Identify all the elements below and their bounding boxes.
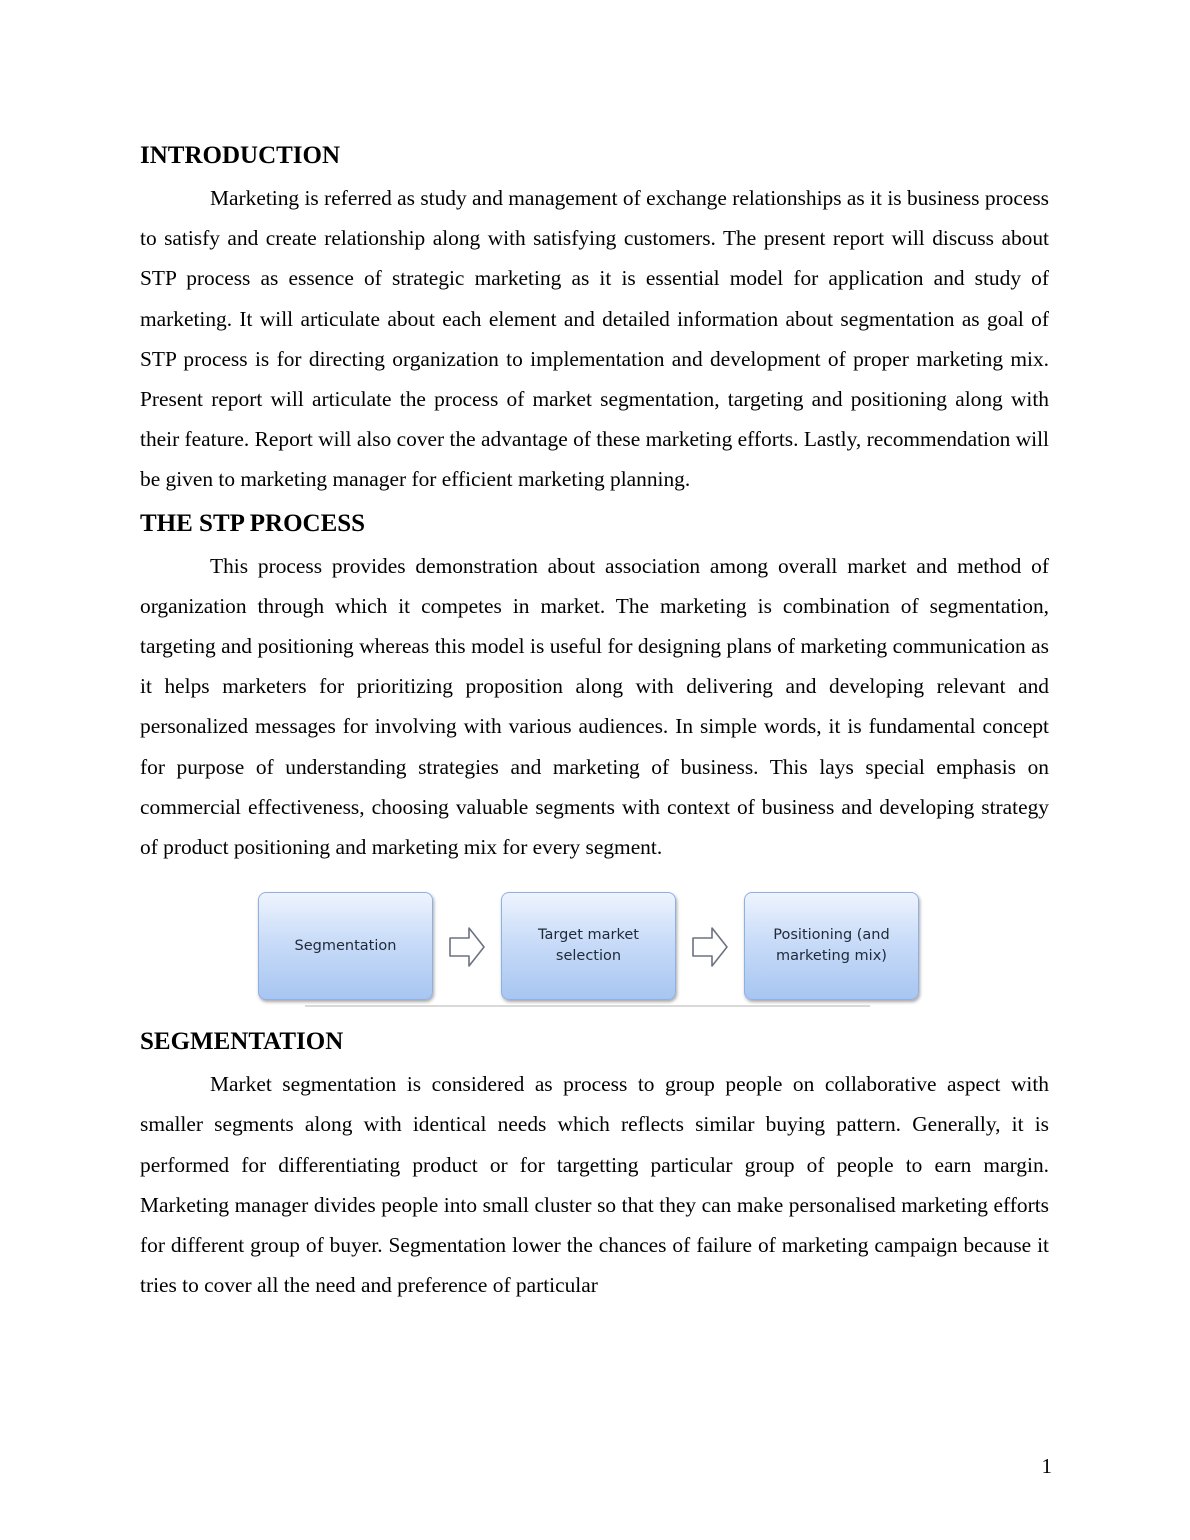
segmentation-step-label: Segmentation xyxy=(294,937,397,954)
stp-process-diagram xyxy=(140,878,1049,1014)
page-content xyxy=(140,138,1049,1305)
introduction-heading: INTRODUCTION xyxy=(140,142,341,169)
right-arrow-icon xyxy=(447,925,487,969)
page-number: 1 xyxy=(1041,1454,1052,1478)
segmentation-paragraph: Market segmentation is considered as process to group people on collaborative aspect with smaller segments along with identical needs which reflects similar buying pattern. Generally, it is performed for differentiating product or for targetting particular group of people to earn margin. Marketing manager divides people into small cluster so that they can make personalised marketing efforts for different group of buyer. Segmentation lower the chances of failure of marketing campaign because it tries to cover all the need and preference of particular xyxy=(140,1072,1049,1298)
segmentation-heading: SEGMENTATION xyxy=(140,1028,344,1056)
positioning-step-box xyxy=(744,892,919,1000)
introduction-paragraph: Marketing is referred as study and management of exchange relationships as it is business process to satisfy and create relationship along with satisfying customers. The present report will discuss about STP process as essence of strategic marketing as it is essential model for application and study of marketing. It will articulate about each element and detailed information about segmentation as goal of STP process is for directing organization to implementation and development of proper marketing mix. Present report will articulate the process of market segmentation, targeting and positioning along with their feature. Report will also cover the advantage of these marketing efforts. Lastly, recommendation will be given to marketing manager for efficient marketing planning. xyxy=(140,186,1049,492)
diagram-baseline xyxy=(305,1005,870,1007)
stp-process-heading: THE STP PROCESS xyxy=(140,509,366,537)
stp-process-paragraph: This process provides demonstration about association among overall market and method of organization through which it competes in market. The marketing is combination of segmentation, targeting and positioning whereas this model is useful for designing plans of marketing communication as it helps marketers for prioritizing proposition along with delivering and developing relevant and personalized messages for involving with various audiences. In simple words, it is fundamental concept for purpose of understanding strategies and marketing of business. This lays special emphasis on commercial effectiveness, choosing valuable segments with context of business and developing strategy of product positioning and marketing mix for every segment. xyxy=(140,553,1049,860)
right-arrow-icon xyxy=(690,925,730,969)
target-market-step-label: Target market selection xyxy=(538,927,639,965)
segmentation-step-box xyxy=(258,892,433,1000)
target-market-step-box xyxy=(501,892,676,1000)
positioning-step-label: Positioning (and marketing mix) xyxy=(773,927,890,965)
